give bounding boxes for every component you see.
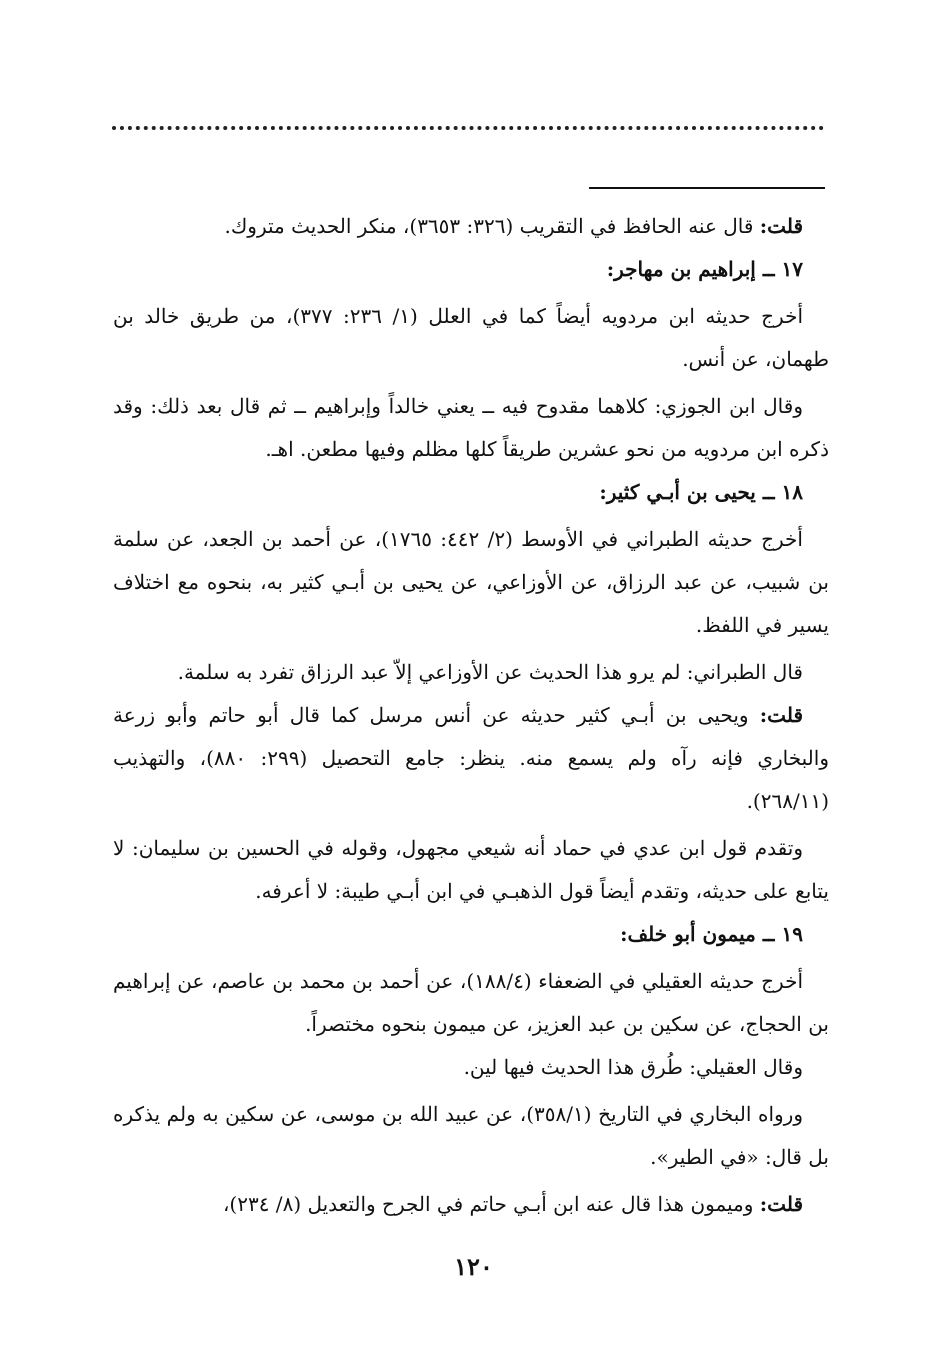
paragraph-10: ورواه البخاري في التاريخ (٣٥٨/١)، عن عبيد الله بن موسى، عن سكين به ولم يذكره بل قال: «في الطير». [113, 1102, 829, 1169]
paragraph-9: وقال العقيلي: طُرق هذا الحديث فيها لين. [463, 1055, 803, 1079]
paragraph-3: وقال ابن الجوزي: كلاهما مقدوح فيه ــ يعني خالداً وإبراهيم ــ ثم قال بعد ذلك: وقد ذكره ابن مردويه من نحو عشرين طريقاً كلها مظلم وفيها مطعن. اهـ. [113, 394, 829, 461]
entry-heading-18: ١٨ ــ يحيى بن أبـي كثير: [599, 480, 803, 504]
dotted-separator [112, 126, 824, 130]
paragraph-4: أخرج حديثه الطبراني في الأوسط (٢/ ٤٤٢: ١٧٦٥)، عن أحمد بن الجعد، عن سلمة بن شبيب، عن عبد الرزاق، عن الأوزاعي، عن يحيى بن أبـي كثير به، بنحوه مع اختلاف يسير في اللفظ. [113, 527, 829, 637]
paragraph-lead: قلت: [759, 703, 803, 727]
page-number: ١٢٠ [454, 1252, 493, 1281]
footnote-rule [589, 187, 825, 189]
entry-heading-17: ١٧ ــ إبراهيم بن مهاجر: [606, 257, 803, 281]
paragraph-2: أخرج حديثه ابن مردويه أيضاً كما في العلل (١/ ٢٣٦: ٣٧٧)، من طريق خالد بن طهمان، عن أنس. [113, 304, 829, 371]
entry-heading-19: ١٩ ــ ميمون أبو خلف: [620, 922, 803, 946]
paragraph-lead: قلت: [759, 214, 803, 238]
paragraph-11: قلت: وميمون هذا قال عنه ابن أبـي حاتم في الجرح والتعديل (٨/ ٢٣٤)، [222, 1192, 803, 1216]
paragraph-8: أخرج حديثه العقيلي في الضعفاء (١٨٨/٤)، عن أحمد بن محمد بن عاصم، عن إبراهيم بن الحجاج، عن سكين بن عبد العزيز، عن ميمون بنحوه مختصراً. [113, 969, 829, 1036]
paragraph-7: وتقدم قول ابن عدي في حماد أنه شيعي مجهول، وقوله في الحسين بن سليمان: لا يتابع على حديثه، وتقدم أيضاً قول الذهبـي في ابن أبـي طيبة: لا أعرفه. [113, 836, 829, 903]
paragraph-1: قلت: قال عنه الحافظ في التقريب (٣٢٦: ٣٦٥٣)، منكر الحديث متروك. [224, 214, 803, 238]
paragraph-6: قلت: ويحيى بن أبـي كثير حديثه عن أنس مرسل كما قال أبو حاتم وأبو زرعة والبخاري فإنه رآه ولم يسمع منه. ينظر: جامع التحصيل (٢٩٩: ٨٨٠)، والتهذيب (٢٦٨/١١). [113, 703, 829, 813]
paragraph-5: قال الطبراني: لم يرو هذا الحديث عن الأوزاعي إلاّ عبد الرزاق تفرد به سلمة. [177, 660, 803, 684]
paragraph-lead: قلت: [759, 1192, 803, 1216]
page-body [113, 205, 829, 1226]
